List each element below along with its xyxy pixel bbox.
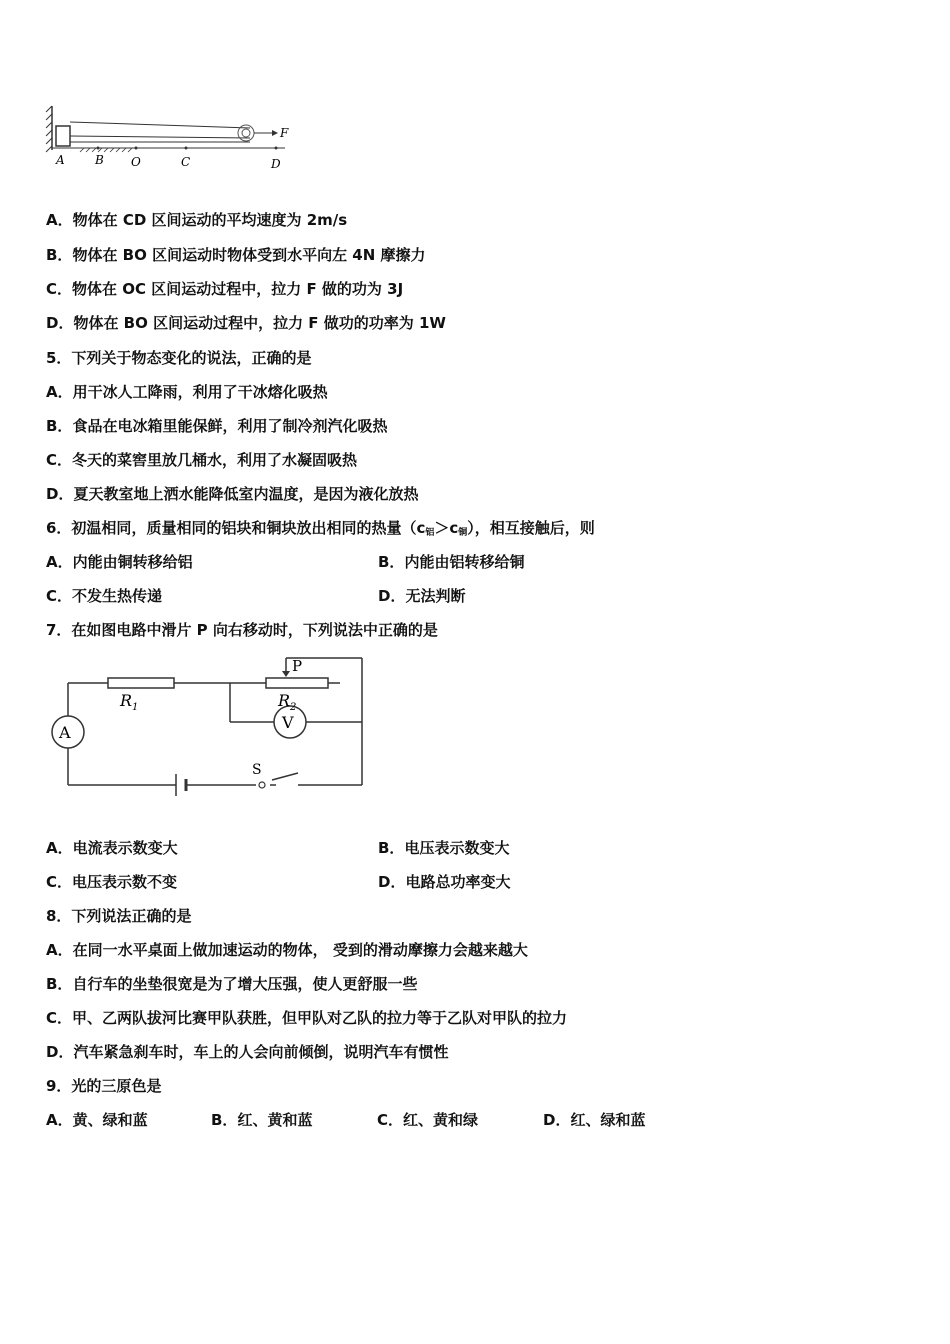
q7-option-d: D．电路总功率变大: [378, 873, 511, 891]
q9-option-d: D．红、绿和蓝: [543, 1111, 646, 1129]
q9-option-a: A．黄、绿和蓝: [46, 1111, 148, 1129]
label-O: O: [131, 155, 141, 169]
switch: [259, 782, 265, 788]
q7-option-c: C．电压表示数不变: [46, 873, 178, 891]
label-A: A: [56, 153, 65, 167]
q8-option-d: D．汽车紧急刹车时，车上的人会向前倾倒，说明汽车有惯性: [46, 1043, 449, 1061]
q8-stem: 8．下列说法正确的是: [46, 907, 192, 925]
q9-option-c: C．红、黄和绿: [377, 1111, 479, 1129]
rope: [70, 122, 250, 128]
q7-stem: 7．在如图电路中滑片 P 向右移动时，下列说法中正确的是: [46, 621, 438, 639]
label-B: B: [95, 153, 104, 167]
q5-option-c: C．冬天的菜窖里放几桶水，利用了水凝固吸热: [46, 451, 358, 469]
label-r2: $R_2$: [278, 691, 297, 713]
label-S: S: [252, 762, 262, 778]
q7-option-a: A．电流表示数变大: [46, 839, 178, 857]
label-P: P: [292, 657, 303, 675]
q5-option-d: D．夏天教室地上洒水能降低室内温度，是因为液化放热: [46, 485, 419, 503]
q9-option-b: B．红、黄和蓝: [211, 1111, 313, 1129]
block: [56, 126, 70, 146]
circuit-diagram: [40, 650, 380, 810]
motion-diagram: [40, 98, 310, 178]
label-A-meter: A: [59, 723, 71, 742]
q7-option-b: B．电压表示数变大: [378, 839, 510, 857]
q6-option-d: D．无法判断: [378, 587, 466, 605]
q5-option-a: A．用干冰人工降雨，利用了干冰熔化吸热: [46, 383, 328, 401]
q8-option-a: A．在同一水平桌面上做加速运动的物体， 受到的滑动摩擦力会越来越大: [46, 941, 528, 959]
q8-option-b: B．自行车的坐垫很宽是为了增大压强，使人更舒服一些: [46, 975, 418, 993]
q5-option-b: B．食品在电冰箱里能保鲜，利用了制冷剂汽化吸热: [46, 417, 388, 435]
q6-option-b: B．内能由铝转移给铜: [378, 553, 525, 571]
q6-option-a: A．内能由铜转移给铝: [46, 553, 193, 571]
q6-option-c: C．不发生热传递: [46, 587, 163, 605]
q6-stem: 6．初温相同，质量相同的铝块和铜块放出相同的热量$(c_铝>c_铜)$，相互接触后，则: [46, 519, 595, 538]
resistor-r2: [266, 678, 328, 688]
q8-option-c: C．甲、乙两队拔河比赛甲队获胜，但甲队对乙队的拉力等于乙队对甲队的拉力: [46, 1009, 568, 1027]
q5-stem: 5．下列关于物态变化的说法，正确的是: [46, 349, 312, 367]
q4-option-d: D．物体在 BO 区间运动过程中，拉力 F 做功的功率为 1W: [46, 314, 446, 332]
label-r1: $R_1$: [120, 691, 139, 713]
label-F: F: [280, 126, 289, 140]
q4-option-a: A．物体在 CD 区间运动的平均速度为 2m/s: [46, 211, 348, 229]
resistor-r1: [108, 678, 174, 688]
q4-option-b: B．物体在 BO 区间运动时物体受到水平向左 4N 摩擦力: [46, 246, 426, 264]
label-C: C: [181, 155, 191, 169]
q4-option-c: C．物体在 OC 区间运动过程中，拉力 F 做的功为 3J: [46, 280, 404, 298]
label-V: V: [282, 713, 294, 732]
q9-stem: 9．光的三原色是: [46, 1077, 162, 1095]
label-D: D: [271, 157, 281, 171]
